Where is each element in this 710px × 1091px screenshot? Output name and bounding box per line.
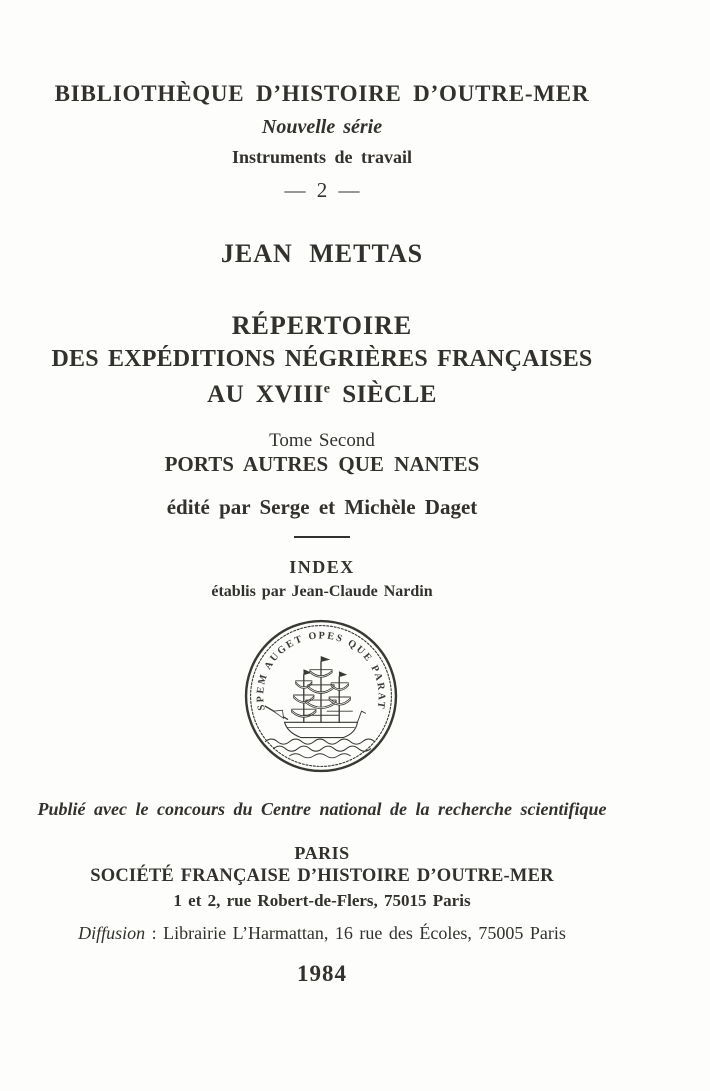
- diffusion-label: Diffusion: [78, 923, 146, 943]
- main-title-line2: DES EXPÉDITIONS NÉGRIÈRES FRANÇAISES: [51, 346, 593, 372]
- collection-category: Instruments de travail: [232, 147, 412, 167]
- main-title-line3-base: AU XVIII: [207, 381, 324, 408]
- diffusion-text: : Librairie L’Harmattan, 16 rue des Écoles, 75005 Paris: [145, 923, 566, 943]
- publisher-address: 1 et 2, rue Robert-de-Flers, 75015 Paris: [173, 891, 471, 910]
- main-title-line3: [0, 381, 644, 409]
- tome-subtitle: PORTS AUTRES QUE NANTES: [164, 452, 480, 476]
- collection-series: Nouvelle série: [261, 116, 383, 138]
- main-title-line3-superscript: e: [323, 381, 331, 397]
- publication-year: 1984: [297, 961, 347, 986]
- seal-motto-text: SPEM AUGET OPES QUE PARAT: [255, 630, 387, 712]
- main-title-line1: RÉPERTOIRE: [231, 311, 413, 340]
- editors-credit: édité par Serge et Michèle Daget: [166, 495, 478, 519]
- funding-note: Publié avec le concours du Centre national de la recherche scientifique: [37, 799, 607, 819]
- separator-rule: [294, 536, 350, 538]
- main-title-line3-end: SIÈCLE: [330, 381, 437, 408]
- imprint-city: PARIS: [294, 843, 350, 863]
- collection-volume-number: — 2 —: [284, 178, 360, 202]
- author-name: JEAN METTAS: [220, 239, 424, 268]
- index-credit: établis par Jean-Claude Nardin: [211, 583, 433, 600]
- tome-label: Tome Second: [269, 430, 375, 451]
- index-heading: INDEX: [289, 557, 355, 577]
- publisher-seal: [243, 618, 399, 774]
- publisher-name: SOCIÉTÉ FRANÇAISE D’HISTOIRE D’OUTRE-MER: [90, 866, 554, 886]
- collection-title: BIBLIOTHÈQUE D’HISTOIRE D’OUTRE-MER: [54, 81, 590, 106]
- diffusion-line: [0, 923, 644, 943]
- seal-ship-illustration: [265, 656, 374, 757]
